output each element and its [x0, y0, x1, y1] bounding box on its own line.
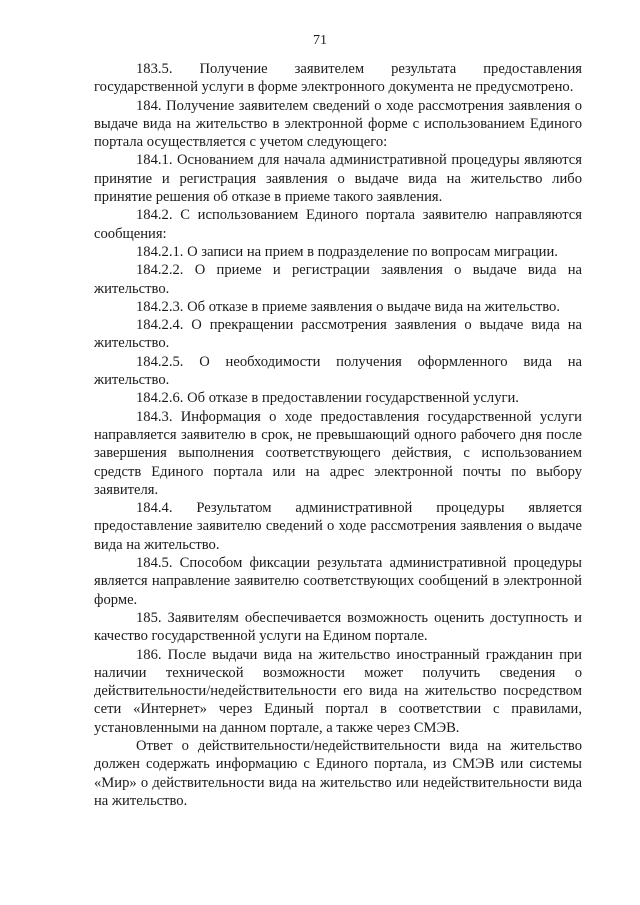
paragraph-184-2-1: 184.2.1. О записи на прием в подразделение по вопросам миграции.: [136, 243, 558, 260]
document-body: [94, 60, 582, 810]
paragraph-184-2-5: 184.2.5. О необходимости получения оформленного вида на жительство.: [94, 353, 582, 389]
paragraph-184: 184. Получение заявителем сведений о ходе рассмотрения заявления о выдаче вида на жительство в электронной форме с использованием Единого портала осуществляется с учетом следующего:: [94, 97, 582, 151]
page-number: 71: [313, 33, 327, 48]
paragraph-184-2-4: 184.2.4. О прекращении рассмотрения заявления о выдаче вида на жительство.: [94, 317, 582, 352]
paragraph-184-4: 184.4. Результатом административной процедуры является предоставление заявителю сведений о ходе рассмотрения заявления о выдаче вида на жительство.: [94, 500, 582, 553]
paragraph-184-5: 184.5. Способом фиксации результата административной процедуры является направление заявителю соответствующих сообщений в электронной форме.: [94, 555, 582, 608]
paragraph-184-3: 184.3. Информация о ходе предоставления государственной услуги направляется заявителю в срок, не превышающий одного рабочего дня после завершения выполнения соответствующего действия, с использованием средств Единого портала или на адрес электронной почты по выбору заявителя.: [94, 408, 582, 498]
paragraph-184-2-3: 184.2.3. Об отказе в приеме заявления о выдаче вида на жительство.: [136, 298, 560, 315]
paragraph-186: 186. После выдачи вида на жительство иностранный гражданин при наличии технической возможности может получить сведения о действительности/недействительности его вида на жительство посредством сети «Интернет» через Единый портал в соответствии с правилами, установленными на данном портале, а также через СМЭВ.: [94, 646, 582, 736]
paragraph-184-2: 184.2. С использованием Единого портала заявителю направляются сообщения:: [94, 207, 582, 242]
paragraph-183-5: 183.5. Получение заявителем результата предоставления государственной услуги в форме электронного документа не предусмотрено.: [94, 61, 582, 96]
paragraph-184-2-6: 184.2.6. Об отказе в предоставлении государственной услуги.: [136, 390, 519, 407]
paragraph-184-1: 184.1. Основанием для начала административной процедуры являются принятие и регистрация заявления о выдаче вида на жительство либо принятие решения об отказе в приеме такого заявления.: [94, 152, 582, 206]
paragraph-186-response: Ответ о действительности/недействительности вида на жительство должен содержать информацию с Единого портала, из СМЭВ или системы «Мир» о действительности вида на жительство или недействительности вида на жительство.: [94, 737, 582, 809]
paragraph-184-2-2: 184.2.2. О приеме и регистрации заявления о выдаче вида на жительство.: [94, 262, 582, 297]
paragraph-185: 185. Заявителям обеспечивается возможность оценить доступность и качество государственной услуги на Едином портале.: [94, 609, 582, 645]
